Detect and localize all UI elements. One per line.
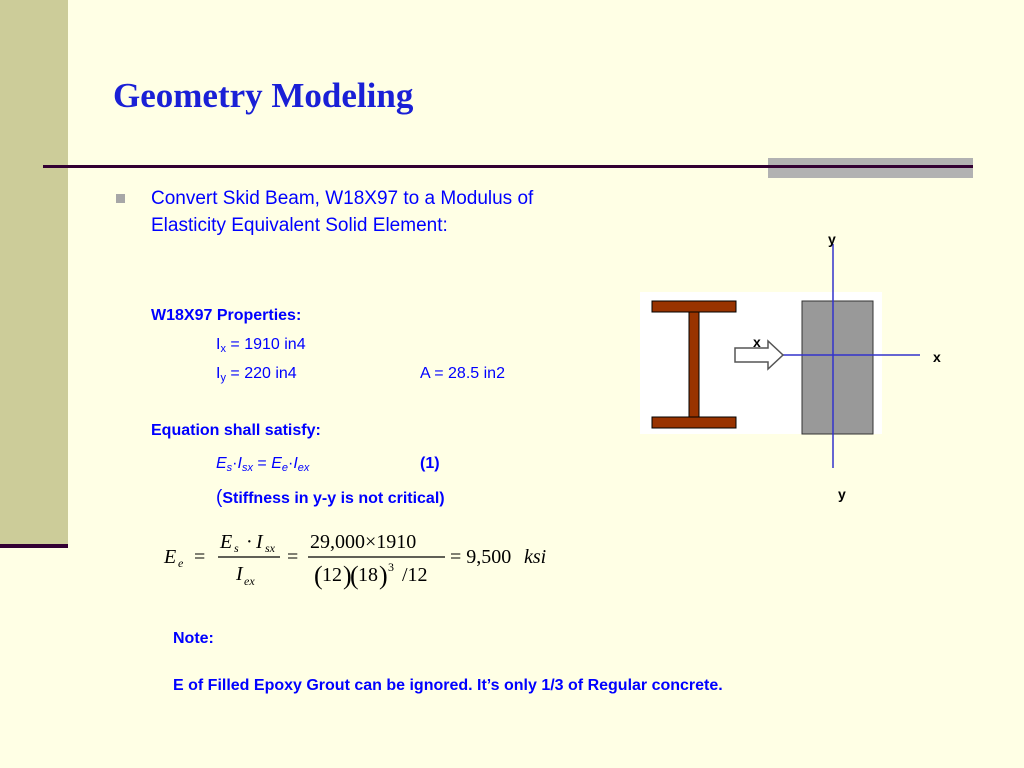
modulus-formula: [160, 525, 580, 595]
x-axis-label-arrow: x: [753, 334, 761, 350]
note-label: Note:: [173, 630, 214, 647]
f-ee-sub: e: [178, 556, 184, 570]
f-num-e: E: [220, 531, 233, 553]
f-paren-close-1: ): [343, 561, 352, 590]
title-rule: [43, 165, 973, 168]
f-den-div: /12: [402, 564, 428, 586]
ix-sub: x: [220, 343, 226, 355]
bullet-square-icon: [116, 194, 125, 203]
f-num-i: I: [256, 531, 263, 553]
f-paren-open-1: (: [314, 561, 323, 590]
f-eq-1: =: [194, 546, 206, 568]
f-den-i-sub: ex: [244, 574, 255, 588]
f-den-exp: 3: [388, 560, 394, 574]
equivalent-solid-block: [802, 301, 873, 434]
property-iy: [216, 365, 297, 384]
eq-rhs-i: I: [293, 455, 298, 472]
ix-symbol: I: [216, 336, 221, 353]
sidebar-rule: [0, 544, 68, 548]
f-numerator-value: 29,000×1910: [310, 531, 417, 553]
stiffness-equation: [216, 455, 309, 474]
f-result: = 9,500: [450, 546, 512, 568]
f-unit: ksi: [524, 546, 547, 568]
stiffness-note-text: Stiffness in y-y is not critical): [222, 490, 445, 507]
eq-dot-1: ·: [232, 455, 238, 472]
cross-section-diagram: [640, 228, 960, 518]
eq-rhs-e: E: [271, 455, 282, 472]
f-paren-open-2: (: [350, 561, 359, 590]
eq-lhs-e: E: [216, 455, 227, 472]
eq-rhs-e-sub: e: [281, 462, 288, 474]
iy-value: = 220 in4: [230, 365, 297, 382]
title-accent-bar: [768, 158, 973, 178]
eq-dot-2: ·: [288, 455, 294, 472]
bullet-text: Convert Skid Beam, W18X97 to a Modulus of Elasticity Equivalent Solid Element:: [151, 188, 534, 236]
sidebar-band: [0, 0, 68, 548]
y-axis-label-top: y: [828, 231, 836, 247]
ix-value: = 1910 in4: [230, 336, 306, 353]
slide-title: Geometry Modeling: [113, 76, 414, 115]
iy-sub: y: [220, 372, 226, 384]
eq-rhs-i-sub: ex: [297, 462, 310, 474]
f-num-i-sub: sx: [265, 541, 275, 555]
iy-symbol: I: [216, 365, 221, 382]
eq-lhs-e-sub: s: [226, 462, 233, 474]
equation-heading: Equation shall satisfy:: [151, 422, 321, 439]
f-eq-2: =: [287, 546, 299, 568]
y-axis-label-bottom: y: [838, 486, 846, 502]
f-den-i: I: [236, 563, 243, 585]
properties-heading: W18X97 Properties:: [151, 307, 302, 324]
eq-lhs-i-sub: sx: [241, 462, 253, 474]
f-paren-close-2: ): [379, 561, 388, 590]
x-axis-label-right: x: [933, 349, 941, 365]
f-den-a: 12: [322, 564, 342, 586]
eq-equals: =: [257, 455, 267, 472]
f-num-e-sub: s: [234, 541, 239, 555]
equation-number: (1): [420, 455, 440, 472]
stiffness-note: [216, 487, 445, 509]
property-area: A = 28.5 in2: [420, 365, 505, 382]
stiffness-note-paren: (: [216, 487, 223, 508]
f-den-b: 18: [358, 564, 378, 586]
f-num-dot: ·: [246, 531, 253, 553]
f-ee: E: [164, 546, 177, 568]
note-text: E of Filled Epoxy Grout can be ignored. It’s only 1/3 of Regular concrete.: [173, 677, 723, 694]
eq-lhs-i: I: [237, 455, 242, 472]
property-ix: [216, 336, 306, 355]
